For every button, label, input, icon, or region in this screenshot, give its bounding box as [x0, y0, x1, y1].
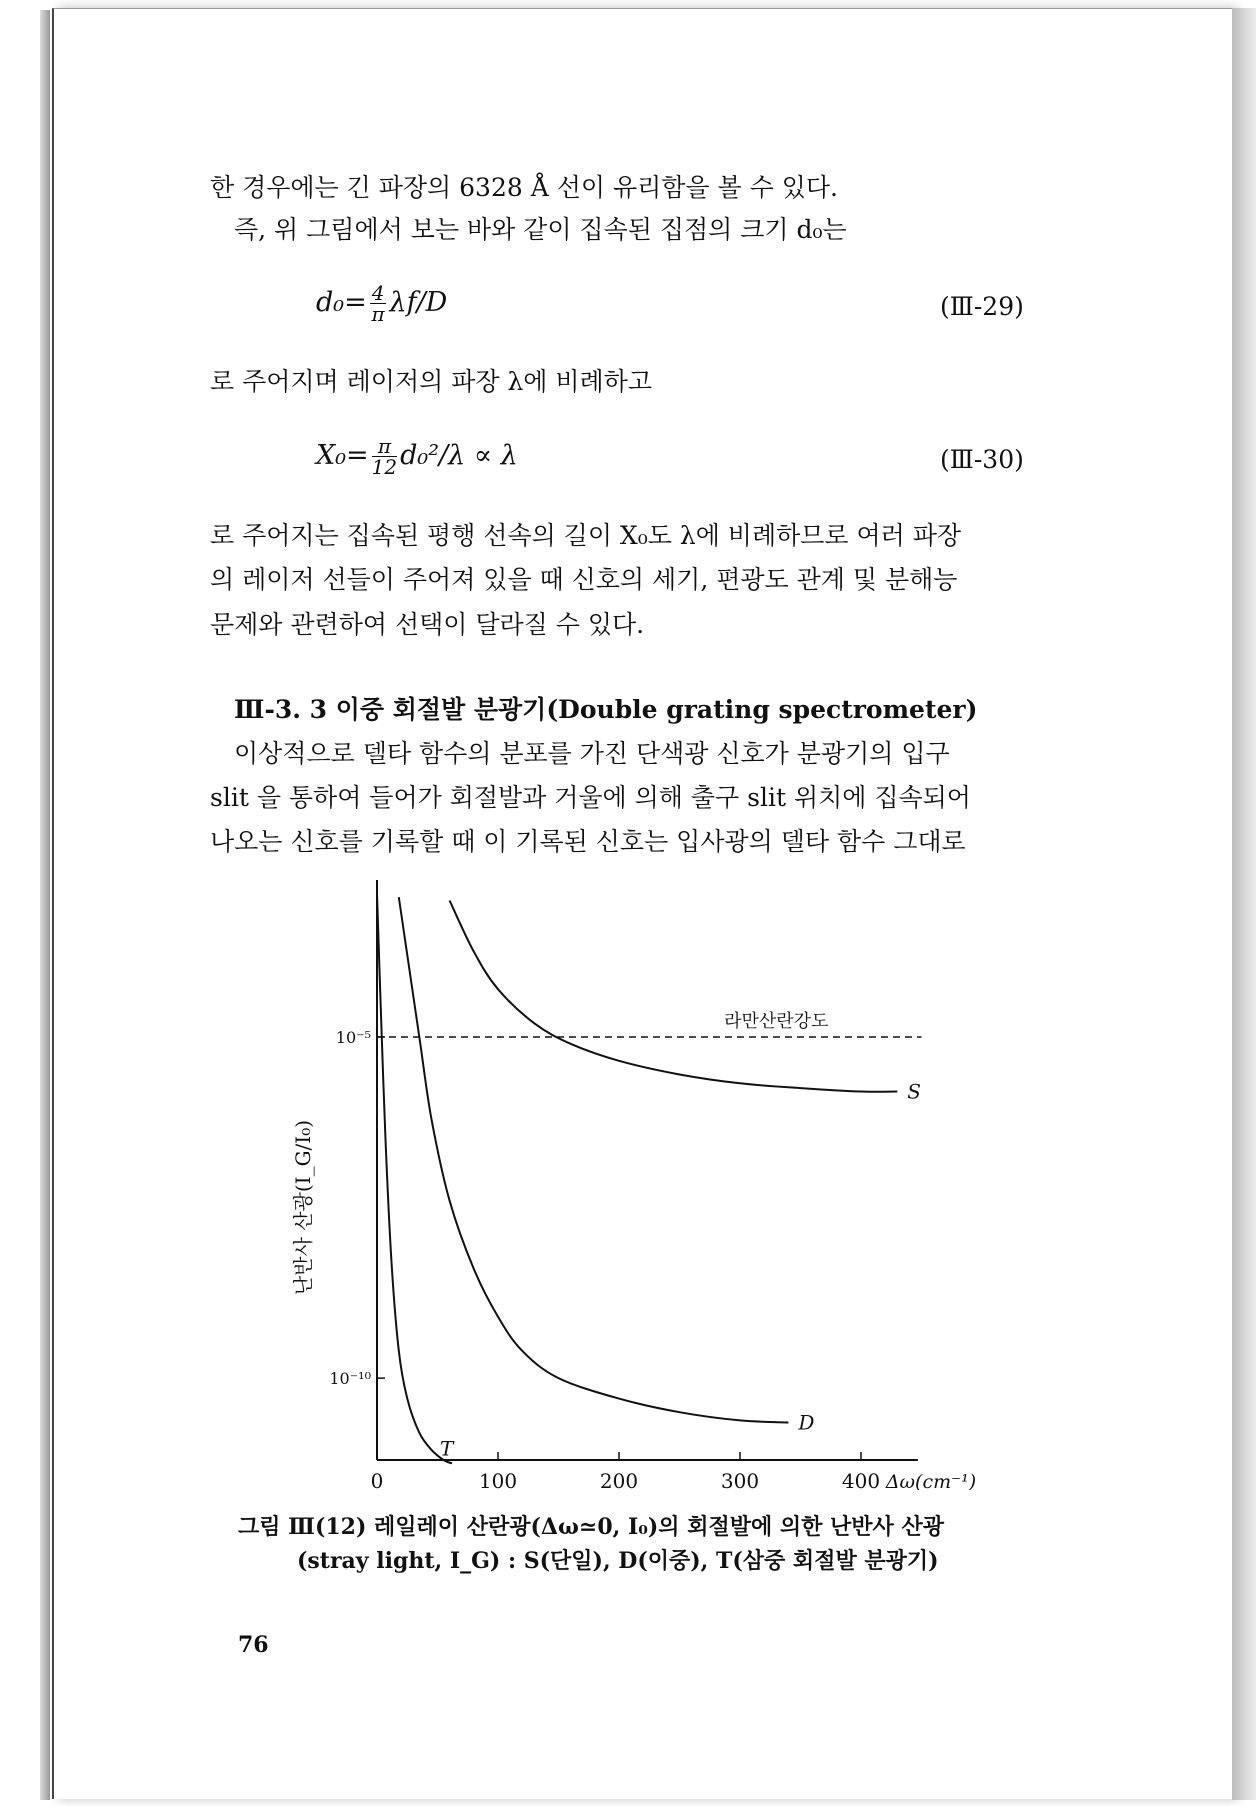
body-line-3: 로 주어지며 레이저의 파장 λ에 비례하고: [210, 367, 652, 396]
eq2-numerator: π: [372, 436, 397, 457]
eq1-numerator: 4: [371, 281, 385, 305]
eq1-left: d₀=: [316, 287, 367, 318]
x-tick-label-300: 300: [720, 1469, 760, 1490]
eq1-denominator: π: [371, 302, 385, 326]
eq2-left: X₀=: [316, 440, 369, 471]
chart-labels: [291, 1010, 976, 1490]
x-axis-label: Δω(cm⁻¹): [885, 1471, 977, 1490]
eq2-denominator: 12: [371, 455, 398, 479]
equation-29: [316, 283, 447, 324]
series-D-curve: [399, 897, 789, 1422]
figure-caption-line-2: (stray light, I_G) : S(단일), D(이중), T(삼중 회절발 분광기): [297, 1548, 939, 1574]
series-T-curve: [377, 894, 452, 1464]
equation-30: [316, 436, 518, 477]
eq1-fraction: [370, 283, 387, 324]
x-tick-label-100: 100: [478, 1469, 518, 1490]
page-edge-left: [40, 10, 50, 1800]
eq2-fraction: [372, 436, 397, 477]
body-line-5: 의 레이저 선들이 주어져 있을 때 신호의 세기, 편광도 관계 및 분해능: [210, 565, 958, 594]
stray-light-chart: [280, 870, 1040, 1490]
y-tick-label-1: 10⁻¹⁰: [329, 1369, 371, 1389]
y-tick-label-0: 10⁻⁵: [335, 1027, 371, 1047]
body-line-1: 한 경우에는 긴 파장의 6328 Å 선이 유리함을 볼 수 있다.: [210, 173, 838, 202]
eq2-right: d₀²/λ ∝ λ: [400, 440, 518, 471]
x-tick-label-0: 0: [370, 1469, 384, 1490]
page-edge-right: [1232, 8, 1256, 1800]
series-S-label: S: [907, 1079, 922, 1104]
eq1-right: λf/D: [389, 287, 448, 318]
body-line-6: 문제와 관련하여 선택이 달라질 수 있다.: [210, 610, 645, 639]
section-line-1: 이상적으로 델타 함수의 분포를 가진 단색광 신호가 분광기의 입구: [234, 739, 950, 768]
section-heading: Ⅲ-3. 3 이중 회절발 분광기(Double grating spectrometer): [234, 695, 978, 724]
section-line-2: slit 을 통하여 들어가 회절발과 거울에 의해 출구 slit 위치에 집속되어: [210, 783, 971, 812]
figure-caption-line-1: 그림 Ⅲ(12) 레일레이 산란광(Δω≃0, I₀)의 회절발에 의한 난반사 산광: [238, 1514, 944, 1540]
chart-series: [377, 894, 897, 1464]
y-axis-label: 난반사 산광(I_G/I₀): [291, 1119, 315, 1296]
page-number: 76: [238, 1632, 269, 1658]
series-S-curve: [450, 901, 898, 1092]
x-tick-label-400: 400: [841, 1469, 881, 1490]
equation-29-number: (Ⅲ-29): [940, 292, 1024, 321]
chart-axes: [377, 880, 922, 1460]
series-T-label: T: [440, 1436, 454, 1461]
series-D-label: D: [798, 1410, 815, 1435]
section-line-3: 나오는 신호를 기록할 때 이 기록된 신호는 입사광의 델타 함수 그대로: [210, 827, 966, 856]
equation-30-number: (Ⅲ-30): [940, 445, 1024, 474]
body-line-2: 즉, 위 그림에서 보는 바와 같이 집속된 집점의 크기 d₀는: [234, 215, 847, 244]
body-line-4: 로 주어지는 집속된 평행 선속의 길이 X₀도 λ에 비례하므로 여러 파장: [210, 521, 962, 550]
raman-intensity-label: 라만산란강도: [724, 1010, 829, 1032]
x-tick-label-200: 200: [599, 1469, 639, 1490]
